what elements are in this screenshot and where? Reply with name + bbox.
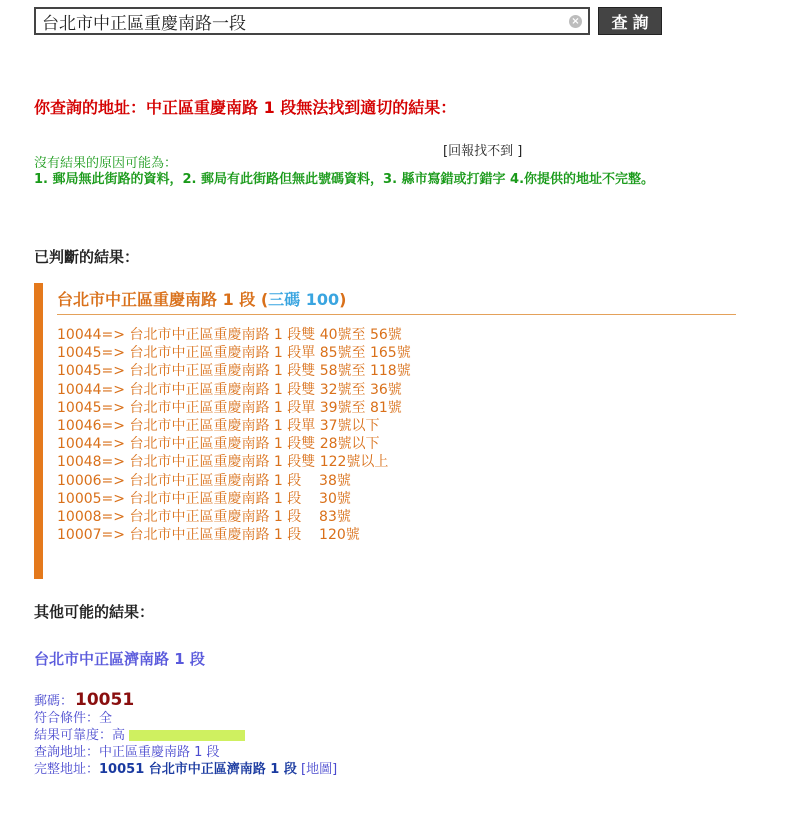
reliability-value: 高 — [112, 728, 126, 743]
judged-heading-type: 三碼 — [268, 290, 301, 309]
result-item: 10007=> 台北市中正區重慶南路 1 段 120號 — [57, 527, 360, 544]
reason-text: 1. 郵局無此街路的資料，2. 郵局有此街路但無此號碼資料，3. 縣市寫錯或打錯字 4.你提供的地址不完整。 — [34, 172, 655, 187]
reason-box — [34, 156, 734, 188]
judged-heading-address: 台北市中正區重慶南路 1 段 — [57, 290, 256, 309]
search-input[interactable] — [42, 11, 569, 31]
map-link[interactable]: [地圖] — [301, 762, 338, 777]
reliability-line — [34, 727, 337, 744]
full-address-label: 完整地址： — [34, 762, 100, 777]
judged-heading — [57, 283, 736, 315]
full-address-value: 10051 台北市中正區濟南路 1 段 — [99, 762, 297, 777]
result-item: 10006=> 台北市中正區重慶南路 1 段 38號 — [57, 472, 351, 489]
search-box[interactable] — [34, 7, 590, 35]
result-item: 10005=> 台北市中正區重慶南路 1 段 30號 — [57, 490, 351, 507]
query-address-label: 查詢地址： — [34, 745, 100, 760]
zip-value: 10051 — [75, 690, 135, 710]
judged-result-block — [34, 283, 736, 579]
query-address-line — [34, 744, 337, 761]
other-section-title: 其他可能的結果： — [34, 603, 155, 621]
result-item: 10044=> 台北市中正區重慶南路 1 段雙 32號至 36號 — [57, 381, 402, 398]
zip-label: 郵碼： — [34, 694, 74, 709]
result-item: 10044=> 台北市中正區重慶南路 1 段雙 28號以下 — [57, 436, 380, 453]
result-item: 10008=> 台北市中正區重慶南路 1 段 83號 — [57, 509, 351, 526]
clear-icon[interactable]: × — [569, 15, 582, 28]
judged-heading-open: ( — [255, 290, 269, 309]
judged-result-list — [57, 326, 736, 544]
match-line — [34, 710, 337, 727]
other-result-details — [34, 692, 337, 778]
result-item: 10045=> 台北市中正區重慶南路 1 段單 85號至 165號 — [57, 345, 411, 362]
report-not-found-link[interactable]: [回報找不到 ] — [443, 144, 523, 159]
result-item: 10044=> 台北市中正區重慶南路 1 段雙 40號至 56號 — [57, 327, 402, 343]
query-address-value: 中正區重慶南路 1 段 — [99, 745, 220, 760]
reason-title: 沒有結果的原因可能為： — [34, 156, 178, 171]
judged-heading-close: ) — [339, 290, 347, 309]
full-address-line — [34, 761, 337, 778]
search-bar — [34, 4, 662, 38]
result-item: 10046=> 台北市中正區重慶南路 1 段單 37號以下 — [57, 418, 380, 435]
query-result-message: 你查詢的地址：中正區重慶南路 1 段無法找到適切的結果： — [34, 98, 457, 117]
other-address-title: 台北市中正區濟南路 1 段 — [34, 650, 205, 668]
zip-line — [34, 692, 337, 710]
reliability-bar — [129, 730, 245, 741]
search-button[interactable]: 查詢 — [598, 7, 662, 35]
judged-heading-score: 100 — [300, 290, 340, 309]
match-value: 全 — [99, 711, 113, 726]
result-item: 10048=> 台北市中正區重慶南路 1 段雙 122號以上 — [57, 454, 389, 471]
judged-section-title: 已判斷的結果： — [34, 248, 140, 266]
result-item: 10045=> 台北市中正區重慶南路 1 段單 39號至 81號 — [57, 399, 402, 416]
match-label: 符合條件： — [34, 711, 100, 726]
result-item: 10045=> 台北市中正區重慶南路 1 段雙 58號至 118號 — [57, 363, 411, 380]
reliability-label: 結果可靠度： — [34, 728, 113, 743]
